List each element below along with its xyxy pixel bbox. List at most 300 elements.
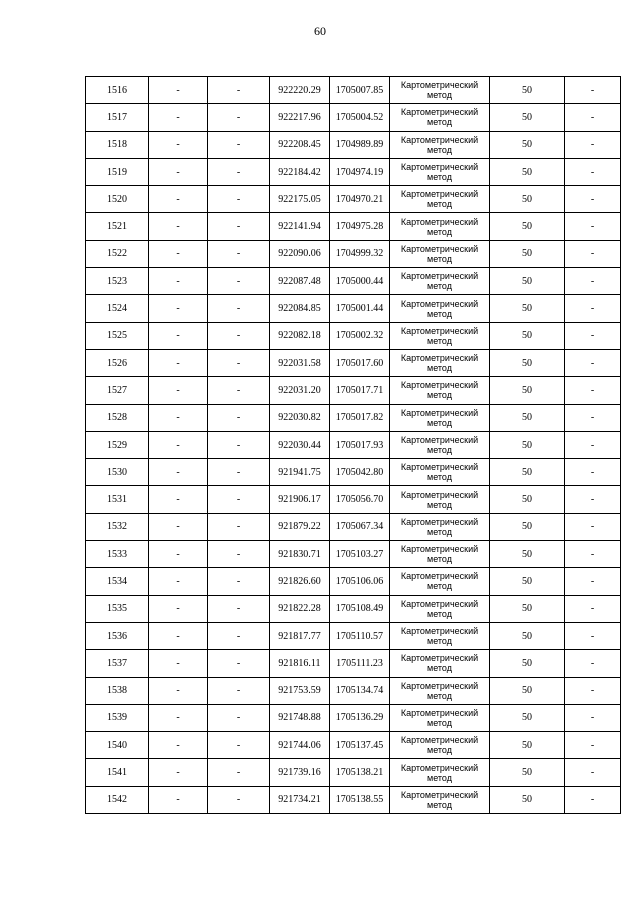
method-line-2: метод	[427, 745, 452, 756]
coordinate-x-cell: 921826.60	[270, 568, 330, 595]
empty-dash-cell: -	[208, 377, 270, 404]
empty-dash-cell: -	[565, 677, 621, 704]
point-number-cell: 1538	[86, 677, 149, 704]
empty-dash-cell: -	[565, 268, 621, 295]
empty-dash-cell: -	[565, 622, 621, 649]
method-line-1: Картометрический	[400, 680, 479, 691]
method-line-2: метод	[427, 90, 452, 101]
method-cell	[390, 513, 490, 540]
empty-dash-cell: -	[149, 622, 208, 649]
empty-dash-cell: -	[565, 322, 621, 349]
method-cell	[390, 622, 490, 649]
table-row	[86, 322, 621, 349]
coordinate-x-cell: 922082.18	[270, 322, 330, 349]
empty-dash-cell: -	[149, 349, 208, 376]
method-cell	[390, 158, 490, 185]
empty-dash-cell: -	[149, 704, 208, 731]
method-cell	[390, 268, 490, 295]
empty-dash-cell: -	[149, 322, 208, 349]
method-line-2: метод	[427, 799, 452, 810]
method-line-1: Картометрический	[400, 298, 479, 309]
empty-dash-cell: -	[208, 404, 270, 431]
empty-dash-cell: -	[565, 404, 621, 431]
empty-dash-cell: -	[149, 568, 208, 595]
method-cell	[390, 186, 490, 213]
point-number-cell: 1542	[86, 786, 149, 813]
method-line-2: метод	[427, 526, 452, 537]
point-number-cell: 1523	[86, 268, 149, 295]
coordinate-x-cell: 922084.85	[270, 295, 330, 322]
coordinate-y-cell: 1704975.28	[330, 213, 390, 240]
method-cell	[390, 486, 490, 513]
coordinate-x-cell: 921822.28	[270, 595, 330, 622]
point-number-cell: 1526	[86, 349, 149, 376]
coordinate-y-cell: 1705106.06	[330, 568, 390, 595]
coordinate-y-cell: 1705002.32	[330, 322, 390, 349]
empty-dash-cell: -	[565, 786, 621, 813]
point-number-cell: 1529	[86, 431, 149, 458]
coordinate-y-cell: 1705000.44	[330, 268, 390, 295]
precision-cell: 50	[490, 732, 565, 759]
empty-dash-cell: -	[208, 104, 270, 131]
precision-cell: 50	[490, 568, 565, 595]
empty-dash-cell: -	[565, 158, 621, 185]
method-cell	[390, 349, 490, 376]
precision-cell: 50	[490, 295, 565, 322]
method-line-1: Картометрический	[400, 216, 479, 227]
method-line-2: метод	[427, 772, 452, 783]
table-row	[86, 732, 621, 759]
empty-dash-cell: -	[565, 349, 621, 376]
coordinate-y-cell: 1704970.21	[330, 186, 390, 213]
empty-dash-cell: -	[208, 349, 270, 376]
coordinate-y-cell: 1705111.23	[330, 650, 390, 677]
empty-dash-cell: -	[565, 595, 621, 622]
coordinate-x-cell: 922217.96	[270, 104, 330, 131]
method-line-2: метод	[427, 581, 452, 592]
empty-dash-cell: -	[149, 541, 208, 568]
point-number-cell: 1535	[86, 595, 149, 622]
point-number-cell: 1528	[86, 404, 149, 431]
coordinate-x-cell: 921817.77	[270, 622, 330, 649]
method-line-1: Картометрический	[400, 353, 479, 364]
page-number: 60	[314, 24, 326, 38]
empty-dash-cell: -	[149, 459, 208, 486]
method-line-1: Картометрический	[400, 243, 479, 254]
coordinate-x-cell: 922141.94	[270, 213, 330, 240]
point-number-cell: 1517	[86, 104, 149, 131]
method-line-2: метод	[427, 144, 452, 155]
method-cell	[390, 104, 490, 131]
point-number-cell: 1534	[86, 568, 149, 595]
method-cell	[390, 131, 490, 158]
table-row	[86, 759, 621, 786]
coordinate-y-cell: 1705017.71	[330, 377, 390, 404]
coordinate-x-cell: 921830.71	[270, 541, 330, 568]
empty-dash-cell: -	[149, 595, 208, 622]
coordinate-x-cell: 922175.05	[270, 186, 330, 213]
coordinate-x-cell: 922087.48	[270, 268, 330, 295]
precision-cell: 50	[490, 404, 565, 431]
coordinate-x-cell: 921734.21	[270, 786, 330, 813]
method-cell	[390, 459, 490, 486]
table-row	[86, 240, 621, 267]
method-line-1: Картометрический	[400, 80, 479, 91]
empty-dash-cell: -	[565, 377, 621, 404]
method-cell	[390, 377, 490, 404]
empty-dash-cell: -	[565, 759, 621, 786]
empty-dash-cell: -	[565, 541, 621, 568]
coordinate-y-cell: 1705001.44	[330, 295, 390, 322]
coordinate-x-cell: 921748.88	[270, 704, 330, 731]
coordinate-x-cell: 921816.11	[270, 650, 330, 677]
empty-dash-cell: -	[149, 650, 208, 677]
table-row	[86, 295, 621, 322]
method-line-2: метод	[427, 554, 452, 565]
point-number-cell: 1519	[86, 158, 149, 185]
method-cell	[390, 677, 490, 704]
empty-dash-cell: -	[149, 213, 208, 240]
precision-cell: 50	[490, 595, 565, 622]
empty-dash-cell: -	[565, 513, 621, 540]
empty-dash-cell: -	[208, 759, 270, 786]
method-cell	[390, 431, 490, 458]
point-number-cell: 1527	[86, 377, 149, 404]
coordinate-x-cell: 922090.06	[270, 240, 330, 267]
empty-dash-cell: -	[565, 295, 621, 322]
table-row	[86, 268, 621, 295]
empty-dash-cell: -	[565, 213, 621, 240]
coordinate-x-cell: 921941.75	[270, 459, 330, 486]
point-number-cell: 1522	[86, 240, 149, 267]
coordinate-y-cell: 1705017.60	[330, 349, 390, 376]
precision-cell: 50	[490, 158, 565, 185]
empty-dash-cell: -	[149, 268, 208, 295]
precision-cell: 50	[490, 650, 565, 677]
coordinate-y-cell: 1705004.52	[330, 104, 390, 131]
coordinate-y-cell: 1705136.29	[330, 704, 390, 731]
empty-dash-cell: -	[208, 77, 270, 104]
empty-dash-cell: -	[149, 404, 208, 431]
precision-cell: 50	[490, 513, 565, 540]
method-line-2: метод	[427, 172, 452, 183]
point-number-cell: 1537	[86, 650, 149, 677]
table-row	[86, 595, 621, 622]
empty-dash-cell: -	[565, 459, 621, 486]
method-line-1: Картометрический	[400, 653, 479, 664]
point-number-cell: 1541	[86, 759, 149, 786]
method-line-2: метод	[427, 445, 452, 455]
empty-dash-cell: -	[208, 459, 270, 486]
empty-dash-cell: -	[208, 268, 270, 295]
precision-cell: 50	[490, 759, 565, 786]
empty-dash-cell: -	[208, 486, 270, 513]
empty-dash-cell: -	[149, 431, 208, 458]
empty-dash-cell: -	[208, 158, 270, 185]
point-number-cell: 1516	[86, 77, 149, 104]
empty-dash-cell: -	[208, 568, 270, 595]
table-row	[86, 104, 621, 131]
method-line-1: Картометрический	[400, 735, 479, 746]
coordinate-y-cell: 1705134.74	[330, 677, 390, 704]
precision-cell: 50	[490, 268, 565, 295]
method-cell	[390, 322, 490, 349]
empty-dash-cell: -	[208, 240, 270, 267]
method-line-1: Картометрический	[400, 435, 479, 445]
method-line-2: метод	[427, 390, 452, 401]
precision-cell: 50	[490, 704, 565, 731]
coordinate-y-cell: 1704989.89	[330, 131, 390, 158]
empty-dash-cell: -	[149, 104, 208, 131]
point-number-cell: 1540	[86, 732, 149, 759]
empty-dash-cell: -	[208, 295, 270, 322]
point-number-cell: 1536	[86, 622, 149, 649]
coordinate-y-cell: 1704999.32	[330, 240, 390, 267]
precision-cell: 50	[490, 377, 565, 404]
table-row	[86, 158, 621, 185]
empty-dash-cell: -	[565, 186, 621, 213]
method-line-2: метод	[427, 417, 452, 428]
point-number-cell: 1531	[86, 486, 149, 513]
method-line-2: метод	[427, 663, 452, 674]
coordinate-x-cell: 922031.58	[270, 349, 330, 376]
precision-cell: 50	[490, 786, 565, 813]
coordinate-y-cell: 1705138.21	[330, 759, 390, 786]
coordinate-x-cell: 922030.82	[270, 404, 330, 431]
empty-dash-cell: -	[565, 704, 621, 731]
method-cell	[390, 541, 490, 568]
method-line-1: Картометрический	[400, 598, 479, 609]
precision-cell: 50	[490, 486, 565, 513]
method-cell	[390, 213, 490, 240]
method-cell	[390, 732, 490, 759]
empty-dash-cell: -	[149, 513, 208, 540]
point-number-cell: 1532	[86, 513, 149, 540]
empty-dash-cell: -	[565, 568, 621, 595]
coordinate-x-cell: 921744.06	[270, 732, 330, 759]
point-number-cell: 1518	[86, 131, 149, 158]
method-line-1: Картометрический	[400, 325, 479, 336]
empty-dash-cell: -	[149, 186, 208, 213]
table-row	[86, 513, 621, 540]
empty-dash-cell: -	[149, 677, 208, 704]
table-row	[86, 677, 621, 704]
method-line-2: метод	[427, 636, 452, 647]
empty-dash-cell: -	[149, 486, 208, 513]
empty-dash-cell: -	[149, 295, 208, 322]
point-number-cell: 1530	[86, 459, 149, 486]
coordinate-y-cell: 1705017.82	[330, 404, 390, 431]
coordinate-x-cell: 921753.59	[270, 677, 330, 704]
empty-dash-cell: -	[565, 104, 621, 131]
table-row	[86, 349, 621, 376]
method-cell	[390, 704, 490, 731]
empty-dash-cell: -	[208, 131, 270, 158]
precision-cell: 50	[490, 322, 565, 349]
method-line-2: метод	[427, 308, 452, 319]
coordinate-y-cell: 1705108.49	[330, 595, 390, 622]
empty-dash-cell: -	[208, 650, 270, 677]
precision-cell: 50	[490, 349, 565, 376]
method-line-2: метод	[427, 608, 452, 619]
method-cell	[390, 404, 490, 431]
table-row	[86, 704, 621, 731]
method-line-2: метод	[427, 717, 452, 728]
precision-cell: 50	[490, 541, 565, 568]
empty-dash-cell: -	[208, 322, 270, 349]
method-cell	[390, 295, 490, 322]
table-row	[86, 404, 621, 431]
table-row	[86, 431, 621, 458]
table-row	[86, 459, 621, 486]
empty-dash-cell: -	[565, 431, 621, 458]
method-line-1: Картометрический	[400, 462, 479, 473]
point-number-cell: 1539	[86, 704, 149, 731]
empty-dash-cell: -	[565, 77, 621, 104]
empty-dash-cell: -	[565, 486, 621, 513]
empty-dash-cell: -	[149, 759, 208, 786]
empty-dash-cell: -	[208, 732, 270, 759]
method-line-2: метод	[427, 281, 452, 292]
empty-dash-cell: -	[208, 622, 270, 649]
coordinate-x-cell: 922030.44	[270, 431, 330, 458]
method-line-1: Картометрический	[400, 789, 479, 800]
coordinate-y-cell: 1704974.19	[330, 158, 390, 185]
coordinate-y-cell: 1705138.55	[330, 786, 390, 813]
precision-cell: 50	[490, 622, 565, 649]
empty-dash-cell: -	[208, 186, 270, 213]
coordinate-y-cell: 1705137.45	[330, 732, 390, 759]
empty-dash-cell: -	[149, 377, 208, 404]
method-cell	[390, 650, 490, 677]
method-line-1: Картометрический	[400, 626, 479, 637]
precision-cell: 50	[490, 431, 565, 458]
point-number-cell: 1524	[86, 295, 149, 322]
table-row	[86, 786, 621, 813]
method-line-1: Картометрический	[400, 380, 479, 391]
empty-dash-cell: -	[208, 513, 270, 540]
empty-dash-cell: -	[208, 786, 270, 813]
empty-dash-cell: -	[208, 677, 270, 704]
method-cell	[390, 240, 490, 267]
empty-dash-cell: -	[565, 240, 621, 267]
empty-dash-cell: -	[208, 213, 270, 240]
point-number-cell: 1533	[86, 541, 149, 568]
point-number-cell: 1525	[86, 322, 149, 349]
method-line-1: Картометрический	[400, 107, 479, 118]
empty-dash-cell: -	[208, 431, 270, 458]
table-row	[86, 650, 621, 677]
method-line-1: Картометрический	[400, 516, 479, 527]
table-row	[86, 541, 621, 568]
method-line-1: Картометрический	[400, 762, 479, 773]
coordinate-y-cell: 1705056.70	[330, 486, 390, 513]
precision-cell: 50	[490, 677, 565, 704]
method-line-1: Картометрический	[400, 571, 479, 582]
method-line-1: Картометрический	[400, 489, 479, 500]
table-row	[86, 131, 621, 158]
method-cell	[390, 595, 490, 622]
empty-dash-cell: -	[149, 131, 208, 158]
empty-dash-cell: -	[565, 732, 621, 759]
empty-dash-cell: -	[149, 77, 208, 104]
coordinate-x-cell: 922220.29	[270, 77, 330, 104]
coordinate-y-cell: 1705110.57	[330, 622, 390, 649]
empty-dash-cell: -	[208, 704, 270, 731]
method-line-1: Картометрический	[400, 271, 479, 282]
empty-dash-cell: -	[149, 786, 208, 813]
coordinate-x-cell: 922184.42	[270, 158, 330, 185]
precision-cell: 50	[490, 77, 565, 104]
coordinate-y-cell: 1705007.85	[330, 77, 390, 104]
coordinates-table	[85, 76, 621, 814]
empty-dash-cell: -	[149, 240, 208, 267]
method-cell	[390, 786, 490, 813]
method-line-1: Картометрический	[400, 189, 479, 200]
point-number-cell: 1521	[86, 213, 149, 240]
method-line-2: метод	[427, 226, 452, 237]
table-row	[86, 213, 621, 240]
empty-dash-cell: -	[149, 158, 208, 185]
method-line-2: метод	[427, 253, 452, 264]
method-line-2: метод	[427, 472, 452, 483]
empty-dash-cell: -	[208, 595, 270, 622]
table-body	[86, 77, 621, 814]
empty-dash-cell: -	[208, 541, 270, 568]
table-row	[86, 186, 621, 213]
table-row	[86, 77, 621, 104]
method-line-1: Картометрический	[400, 134, 479, 145]
coordinate-x-cell: 921739.16	[270, 759, 330, 786]
method-line-1: Картометрический	[400, 162, 479, 173]
coordinate-y-cell: 1705067.34	[330, 513, 390, 540]
method-cell	[390, 759, 490, 786]
coordinate-y-cell: 1705017.93	[330, 431, 390, 458]
method-line-2: метод	[427, 335, 452, 346]
table-row	[86, 377, 621, 404]
precision-cell: 50	[490, 104, 565, 131]
precision-cell: 50	[490, 459, 565, 486]
method-line-1: Картометрический	[400, 707, 479, 718]
coordinate-x-cell: 922208.45	[270, 131, 330, 158]
method-line-2: метод	[427, 690, 452, 701]
empty-dash-cell: -	[565, 131, 621, 158]
precision-cell: 50	[490, 213, 565, 240]
method-line-2: метод	[427, 499, 452, 510]
table-row	[86, 568, 621, 595]
empty-dash-cell: -	[149, 732, 208, 759]
coordinate-y-cell: 1705042.80	[330, 459, 390, 486]
empty-dash-cell: -	[565, 650, 621, 677]
table-row	[86, 486, 621, 513]
table-row	[86, 622, 621, 649]
method-line-2: метод	[427, 199, 452, 210]
method-cell	[390, 77, 490, 104]
precision-cell: 50	[490, 240, 565, 267]
coordinate-y-cell: 1705103.27	[330, 541, 390, 568]
method-line-1: Картометрический	[400, 544, 479, 555]
precision-cell: 50	[490, 131, 565, 158]
method-line-2: метод	[427, 117, 452, 128]
point-number-cell: 1520	[86, 186, 149, 213]
coordinate-x-cell: 921879.22	[270, 513, 330, 540]
method-cell	[390, 568, 490, 595]
method-line-2: метод	[427, 363, 452, 374]
coordinate-x-cell: 921906.17	[270, 486, 330, 513]
precision-cell: 50	[490, 186, 565, 213]
method-line-1: Картометрический	[400, 407, 479, 418]
coordinate-x-cell: 922031.20	[270, 377, 330, 404]
